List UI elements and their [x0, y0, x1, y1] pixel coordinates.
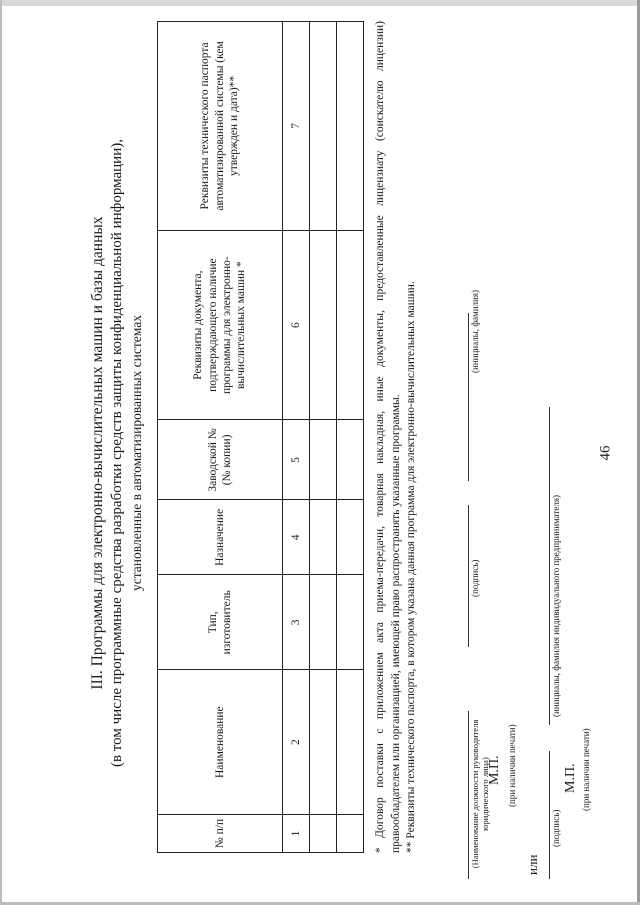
header-name: Наименование: [158, 670, 283, 815]
signature-line: [468, 505, 469, 647]
table-row: [310, 22, 337, 853]
or-label: или: [525, 854, 540, 875]
stamp-mark: М.П.: [487, 755, 502, 785]
header-passport: Реквизиты технического паспорта автоматизированной системы (кем утвержден и дата)**: [158, 22, 283, 231]
page-number: 46: [597, 445, 614, 461]
position-line: [468, 711, 469, 879]
table-cell: [310, 22, 337, 231]
header-number: № п/п: [158, 815, 283, 853]
table-cell: [310, 670, 337, 815]
signature-line-2: [549, 751, 550, 879]
entrepreneur-label: (инициалы, фамилия индивидуального предпринимателя): [551, 495, 561, 717]
table-cell: [310, 500, 337, 575]
name-label: (инициалы, фамилия): [470, 290, 480, 373]
table-cell: 5: [283, 420, 310, 500]
header-type: Тип, изготовитель: [158, 575, 283, 670]
table-cell: 3: [283, 575, 310, 670]
footnote-1: * Договор поставки с приложением акта приема-передачи, товарная накладная, иные документы, предоставленные лицензиату (соискателю лицензии) правообладателем или организацией, имеющей право распространять указанные программы.: [374, 21, 402, 853]
header-purpose: Назначение: [158, 500, 283, 575]
header-serial: Заводской № (№ копии): [158, 420, 283, 500]
table-cell: [310, 420, 337, 500]
table-cell: [337, 575, 364, 670]
entrepreneur-line: [549, 407, 550, 725]
table-cell: [310, 575, 337, 670]
table-cell: [310, 815, 337, 853]
table-cell: 7: [283, 22, 310, 231]
section-subtitle: (в том числе программные средства разработки средств защиты конфиденциальной информации),: [109, 139, 125, 768]
rotated-page-content: [85, 13, 595, 893]
stamp-note-2: (при наличии печати): [581, 728, 591, 811]
stamp-mark-2: М.П.: [563, 763, 578, 793]
footnotes: [373, 21, 420, 853]
programs-table: [157, 21, 364, 853]
table-column-numbers-row: [283, 22, 310, 853]
table-cell: 2: [283, 670, 310, 815]
section-title: III. Программы для электронно-вычислительных машин и базы данных: [89, 216, 106, 690]
footnote-2: ** Реквизиты технического паспорта, в котором указана данная программа для электронно-вычислительных машин.: [405, 281, 418, 853]
table-row: [337, 22, 364, 853]
scan-left-border: [0, 0, 2, 905]
table-cell: [337, 230, 364, 420]
signature-label-2: (подпись): [551, 809, 561, 847]
table-cell: 6: [283, 230, 310, 420]
table-cell: 4: [283, 500, 310, 575]
table-cell: [337, 670, 364, 815]
table-header-row: [158, 22, 283, 853]
table-cell: 1: [283, 815, 310, 853]
header-document: Реквизиты документа, подтверждающего наличие программы для электронно-вычислительных машин *: [158, 230, 283, 420]
stamp-note: (при наличии печати): [507, 724, 517, 807]
position-label: (Наименование должности руководителя юридического лица): [470, 719, 490, 869]
table-cell: [337, 420, 364, 500]
name-line: [468, 313, 469, 481]
table-cell: [310, 230, 337, 420]
section-subtitle-2: установленные в автоматизированных системах: [129, 315, 144, 591]
table-cell: [337, 22, 364, 231]
scan-top-border: [0, 0, 640, 6]
table-cell: [337, 500, 364, 575]
signature-label: (подпись): [470, 559, 480, 597]
table-cell: [337, 815, 364, 853]
